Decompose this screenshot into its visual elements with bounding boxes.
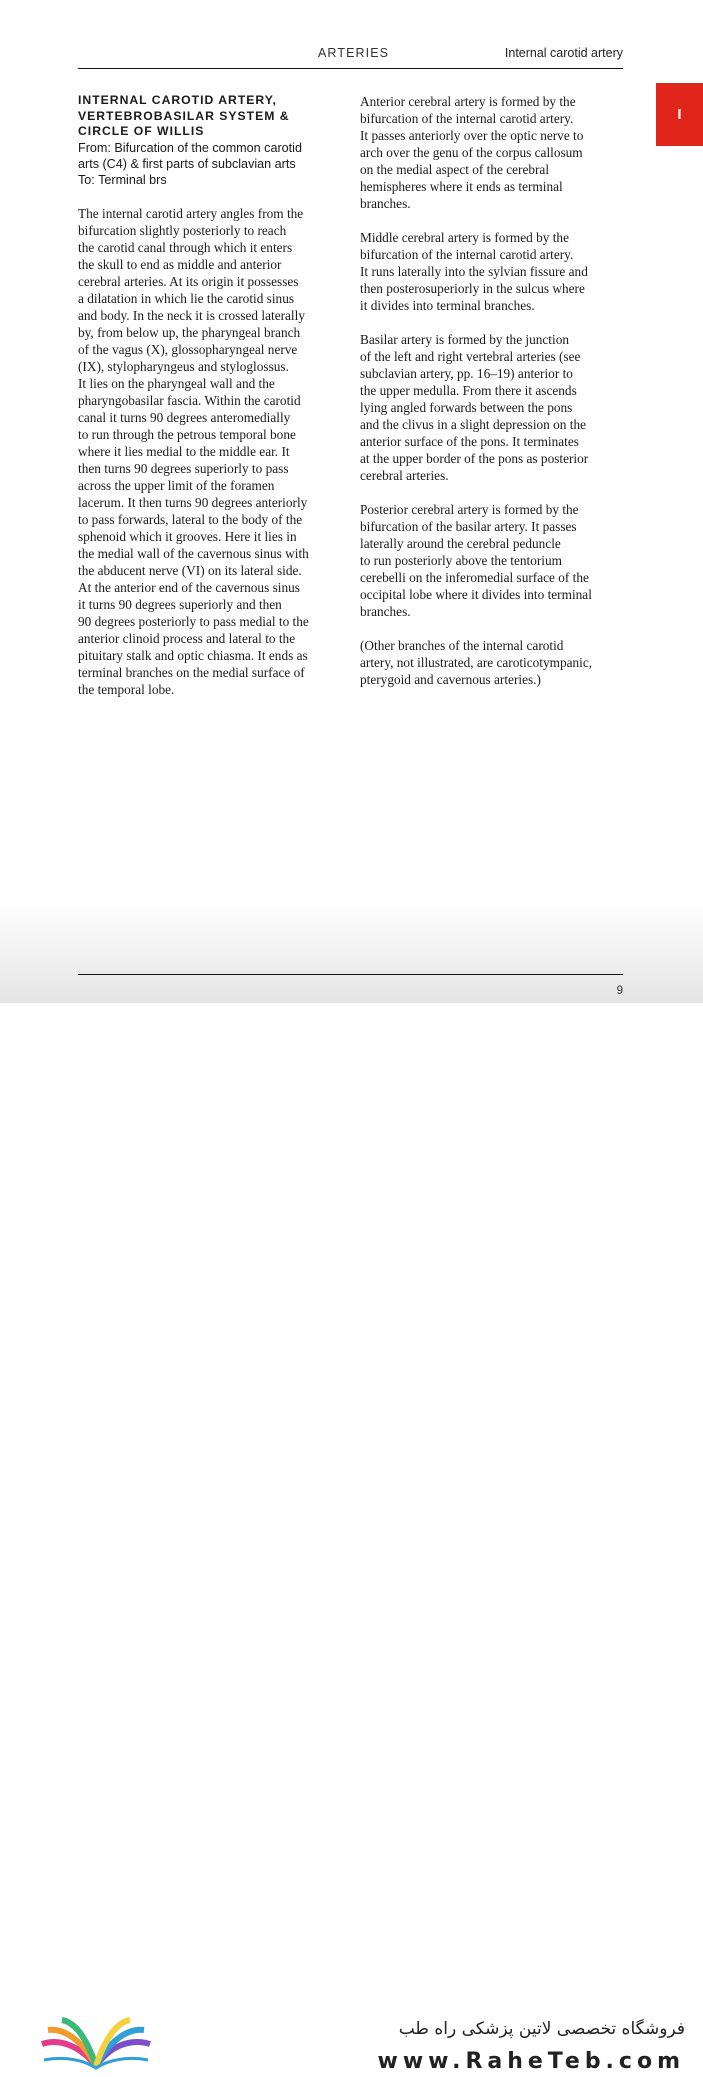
header-rule: [78, 68, 623, 69]
watermark-footer: [0, 1003, 703, 2074]
chapter-tab: I: [656, 83, 703, 146]
running-header-title: Internal carotid artery: [504, 46, 623, 60]
from-to-block: From: Bifurcation of the common carotid arts (C4) & first parts of subclavian arts To: Terminal brs: [78, 140, 302, 187]
book-page: [0, 0, 703, 1003]
paragraph-anterior-cerebral: Anterior cerebral artery is formed by the bifurcation of the internal carotid artery. It passes anteriorly over the optic nerve to arch over the genu of the corpus callosum on the medial aspect of the cerebral hemispheres where it ends as terminal branches.: [360, 94, 584, 211]
left-column: [78, 93, 348, 698]
paragraph-middle-cerebral: Middle cerebral artery is formed by the bifurcation of the internal carotid artery. It runs laterally into the sylvian fissure and then posterosuperiorly in the sulcus where it divides into terminal branches.: [360, 230, 588, 313]
footer-rule: [78, 974, 623, 975]
paragraph-other-branches: (Other branches of the internal carotid artery, not illustrated, are caroticotympanic, pterygoid and cavernous arteries.): [360, 638, 593, 687]
section-heading: INTERNAL CAROTID ARTERY, VERTEBROBASILAR SYSTEM & CIRCLE OF WILLIS: [78, 93, 290, 138]
body-paragraph: The internal carotid artery angles from the bifurcation slightly posteriorly to reach the carotid canal through which it enters the skull to end as middle and anterior cerebral arteries. At its origin it possesses a dilatation in which lie the carotid sinus and body. In the neck it is crossed laterally by, from below up, the pharyngeal branch of the vagus (X), glossopharyngeal nerve (IX), stylopharyngeus and styloglossus. It lies on the pharyngeal wall and the pharyngobasilar fascia. Within the carotid canal it turns 90 degrees anteromedially to run through the petrous temporal bone where it lies medial to the middle ear. It then turns 90 degrees superiorly to pass across the upper limit of the foramen lacerum. It then turns 90 degrees anteriorly to pass forwards, lateral to the body of the sphenoid which it grooves. Here it lies in the medial wall of the cavernous sinus with the abducent nerve (VI) on its lateral side. At the anterior end of the cavernous sinus it turns 90 degrees superiorly and then 90 degrees posteriorly to pass medial to the anterior clinoid process and lateral to the pituitary stalk and optic chiasma. It ends as terminal branches on the medial surface of the temporal lobe.: [78, 205, 309, 697]
open-book-logo-icon: [40, 2016, 152, 2077]
shop-website-link[interactable]: www.RaheTeb.com: [377, 2049, 685, 2074]
running-header-section: ARTERIES: [318, 46, 390, 60]
paragraph-basilar: Basilar artery is formed by the junction of the left and right vertebral arteries (see subclavian artery, pp. 16–19) anterior to the upper medulla. From there it ascends lying angled forwards between the pons and the clivus in a slight depression on the anterior surface of the pons. It terminates at the upper border of the pons as posterior cerebral arteries.: [360, 332, 589, 483]
right-column: [360, 93, 630, 688]
shop-name: فروشگاه تخصصی لاتین پزشکی راه طب: [398, 2019, 685, 2039]
page-number: 9: [616, 985, 623, 997]
paragraph-posterior-cerebral: Posterior cerebral artery is formed by the bifurcation of the basilar artery. It passes laterally around the cerebral peduncle to run posteriorly above the tentorium cerebelli on the inferomedial surface of the occipital lobe where it divides into terminal branches.: [360, 502, 592, 619]
